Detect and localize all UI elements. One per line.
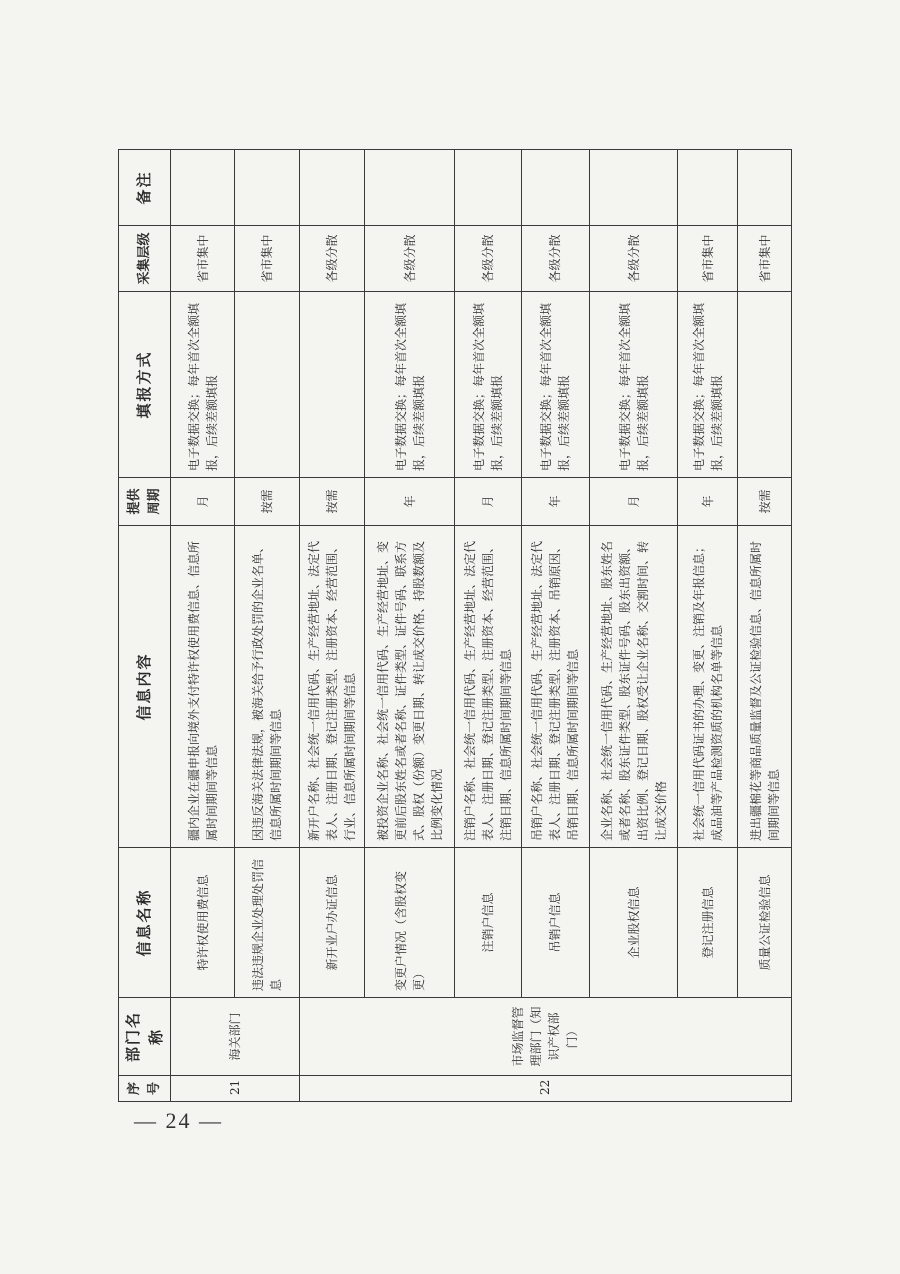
header-seq: 序号: [119, 1076, 171, 1102]
table-row: [521, 150, 590, 1102]
note-cell: [455, 150, 521, 226]
level-cell: 各级分散: [455, 226, 521, 292]
note-cell: [590, 150, 678, 226]
note-cell: [521, 150, 590, 226]
table-row: [235, 150, 299, 1102]
content-cell: 因违反海关法律法规，被海关给予行政处罚的企业名单、信息所属时间期间等信息: [235, 526, 299, 848]
note-cell: [365, 150, 455, 226]
level-cell: 省市集中: [738, 226, 792, 292]
period-cell: 月: [171, 478, 235, 526]
level-cell: 省市集中: [171, 226, 235, 292]
method-cell: 电子数据交换；每年首次全额填报，后续差额填报: [590, 292, 678, 478]
name-cell: 企业股权信息: [590, 848, 678, 998]
name-cell: 新开业户办证信息: [299, 848, 364, 998]
name-cell: 吊销户信息: [521, 848, 590, 998]
header-dept: 部门名称: [119, 998, 171, 1076]
table-row: [455, 150, 521, 1102]
method-cell: 电子数据交换；每年首次全额填报，后续差额填报: [521, 292, 590, 478]
name-cell: 变更户情况（含股权变更）: [365, 848, 455, 998]
level-cell: 各级分散: [365, 226, 455, 292]
period-cell: 按需: [235, 478, 299, 526]
content-cell: 疆内企业在疆申报向境外支付特许权使用费信息、信息所属时间期间等信息: [171, 526, 235, 848]
period-cell: 月: [455, 478, 521, 526]
table-row: [365, 150, 455, 1102]
content-cell: 被投资企业名称、社会统一信用代码、生产经营地址、变更前后股东姓名或者名称、证件类型、证件号码、联系方式、股权（份额）变更日期、转让成交价格、持股数额及比例变化情况: [365, 526, 455, 848]
period-cell: 按需: [738, 478, 792, 526]
table-row: [299, 150, 364, 1102]
name-cell: 违法违规企业处理处罚信息: [235, 848, 299, 998]
page-number: — 24 —: [134, 1108, 223, 1133]
header-note: 备注: [119, 150, 171, 226]
method-cell: 电子数据交换；每年首次全额填报，后续差额填报: [455, 292, 521, 478]
level-cell: 各级分散: [590, 226, 678, 292]
method-cell: [299, 292, 364, 478]
content-cell: 注销户名称、社会统一信用代码、生产经营地址、法定代表人、注册日期、登记注册类型、注册资本、经营范围、注销日期、信息所属时间期间等信息: [455, 526, 521, 848]
period-cell: 年: [678, 478, 738, 526]
dept-cell: 市场监督管理部门（知识产权部门）: [299, 998, 791, 1076]
method-cell: 电子数据交换；每年首次全额填报，后续差额填报: [365, 292, 455, 478]
header-content: 信息内容: [119, 526, 171, 848]
level-cell: 各级分散: [521, 226, 590, 292]
content-cell: 新开户名称、社会统一信用代码、生产经营地址、法定代表人、注册日期、登记注册类型、注册资本、经营范围、行业、信息所属时间期间等信息: [299, 526, 364, 848]
note-cell: [299, 150, 364, 226]
name-cell: 登记注册信息: [678, 848, 738, 998]
table-row: [590, 150, 678, 1102]
table-row: [678, 150, 738, 1102]
level-cell: 省市集中: [678, 226, 738, 292]
note-cell: [678, 150, 738, 226]
period-cell: 按需: [299, 478, 364, 526]
content-cell: 社会统一信用代码证书的办理、变更、注销及年报信息；成品油等产品检测资质的机构名单等信息: [678, 526, 738, 848]
information-table: [118, 149, 792, 1102]
note-cell: [171, 150, 235, 226]
period-cell: 月: [590, 478, 678, 526]
dept-cell: 海关部门: [171, 998, 300, 1076]
seq-cell: 22: [299, 1076, 791, 1102]
period-cell: 年: [365, 478, 455, 526]
header-name: 信息名称: [119, 848, 171, 998]
level-cell: 各级分散: [299, 226, 364, 292]
note-cell: [235, 150, 299, 226]
content-cell: 进出疆棉花等商品质量监督及公证检验信息、信息所属时间期间等信息: [738, 526, 792, 848]
method-cell: 电子数据交换；每年首次全额填报，后续差额填报: [678, 292, 738, 478]
method-cell: [235, 292, 299, 478]
header-method: 填报方式: [119, 292, 171, 478]
note-cell: [738, 150, 792, 226]
table-row: [171, 150, 235, 1102]
rotated-table-container: [118, 150, 792, 1102]
period-cell: 年: [521, 478, 590, 526]
level-cell: 省市集中: [235, 226, 299, 292]
content-cell: 企业名称、社会统一信用代码、生产经营地址、股东姓名或者名称、股东证件类型、股东证件号码、股东出资额、出资比例、登记日期、股权受让企业名称、交割时间、转让成交价格: [590, 526, 678, 848]
name-cell: 特许权使用费信息: [171, 848, 235, 998]
seq-cell: 21: [171, 1076, 300, 1102]
method-cell: 电子数据交换；每年首次全额填报，后续差额填报: [171, 292, 235, 478]
table-header-row: [119, 150, 171, 1102]
name-cell: 注销户信息: [455, 848, 521, 998]
method-cell: [738, 292, 792, 478]
content-cell: 吊销户名称、社会统一信用代码、生产经营地址、法定代表人、注册日期、登记注册类型、注册资本、吊销原因、吊销日期、信息所属时间期间等信息: [521, 526, 590, 848]
header-level: 采集层级: [119, 226, 171, 292]
name-cell: 质量公证检验信息: [738, 848, 792, 998]
header-period: 提供周期: [119, 478, 171, 526]
table-row: [738, 150, 792, 1102]
